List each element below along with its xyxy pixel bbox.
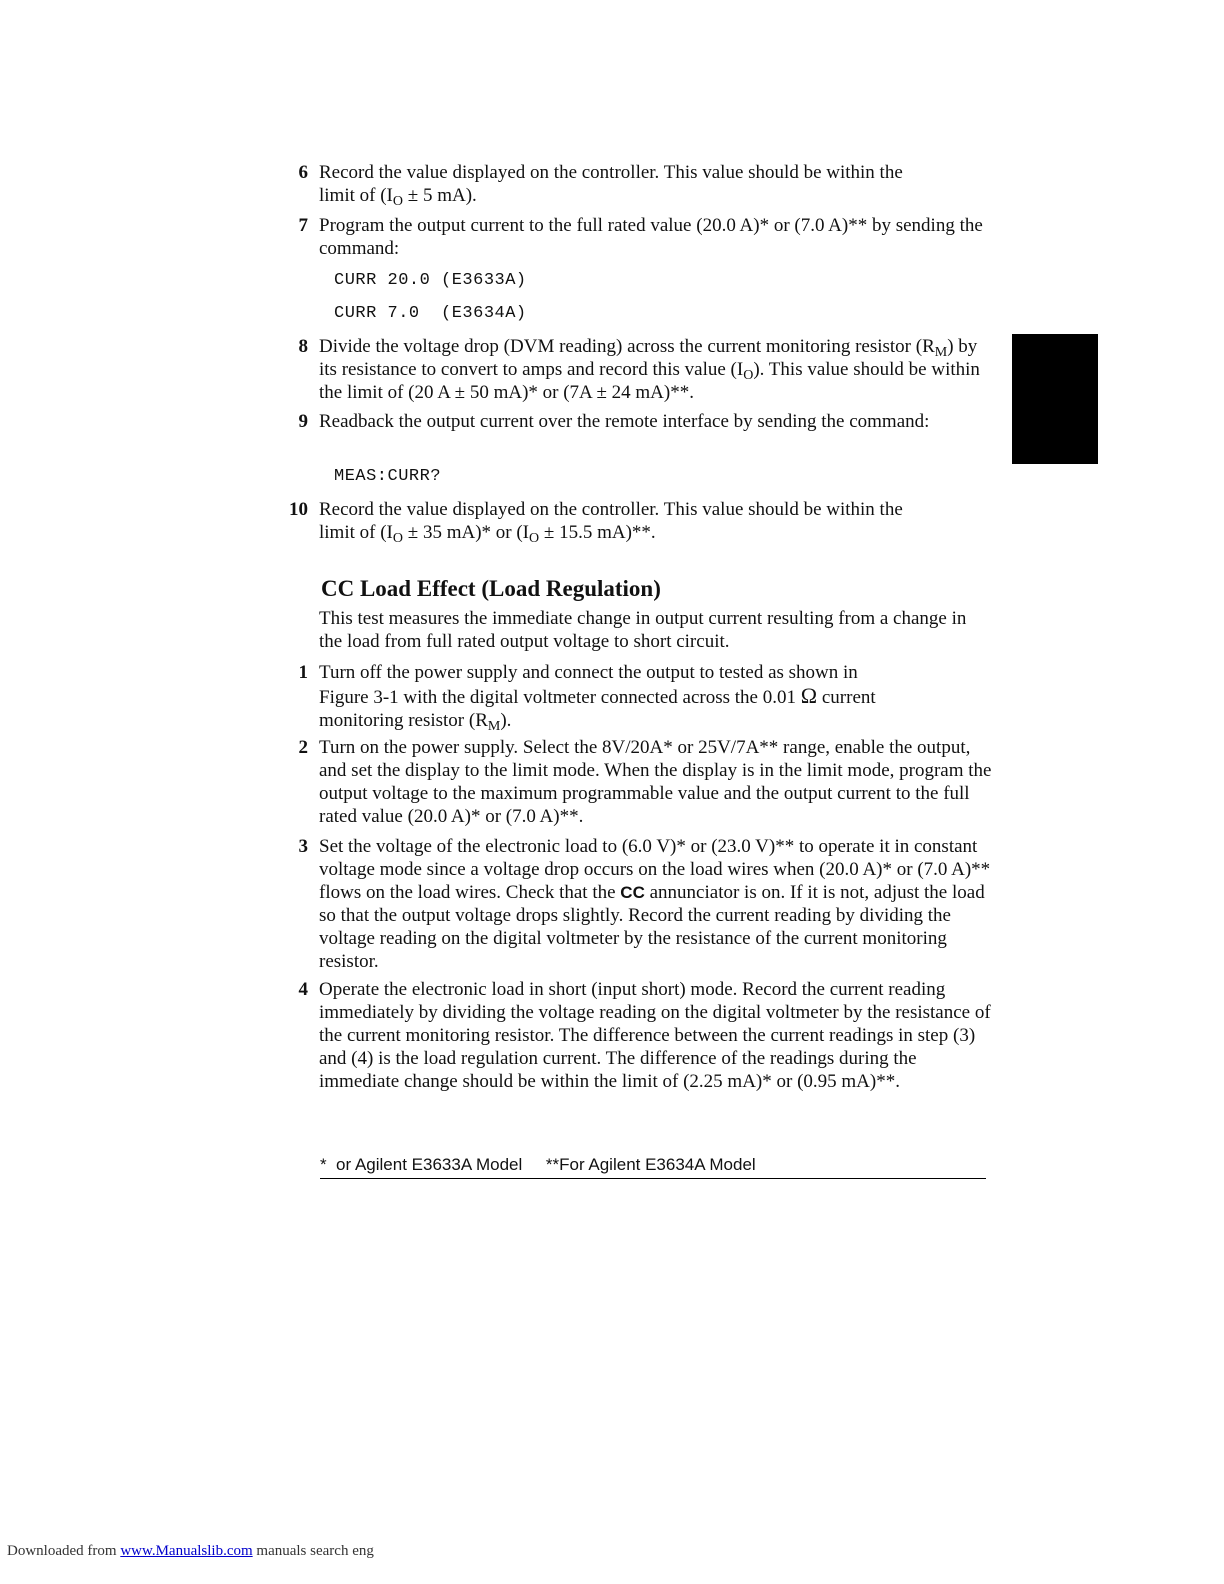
step-text-part: Set the voltage of the electronic load to (6.0 V)* or (23.0 V)** to operate it in constant voltage mode since a voltage drop occurs on the load wires when (20.0 A)* or (7.0 A)** flows on the load wires. Check that the xyxy=(319,836,991,903)
step-text-part: annunciator is on. If it is not, adjust the load so that the output voltage drops slightly. Record the current reading by dividing the voltage reading on the digital voltmeter by the resistance of the current monitoring resistor. xyxy=(319,882,985,972)
step-number: 8 xyxy=(298,336,308,357)
step-text-part: limit of (I xyxy=(319,185,393,206)
footnote-rule xyxy=(320,1178,986,1179)
subscript: O xyxy=(743,368,754,383)
step-text: Turn on the power supply. Select the 8V/20A* or 25V/7A** range, enable the output, and set the display to the limit mode. When the display is in the limit mode, program the output voltage to the maximum programmable value and the output current to the full rated value (20.0 A)* or (7.0 A)**. xyxy=(319,737,992,827)
step-1 xyxy=(282,661,994,732)
step-text: Readback the output current over the remote interface by sending the command: xyxy=(319,411,930,432)
step-6 xyxy=(282,161,994,207)
step-number: 1 xyxy=(298,662,308,683)
subscript: O xyxy=(392,194,404,209)
step-text: Operate the electronic load in short (input short) mode. Record the current reading immediately by dividing the voltage reading on the digital voltmeter by the resistance of the current monitoring resistor. The difference between the current readings in step (3) and (4) is the load regulation current. The difference of the readings during the immediate change should be within the limit of (2.25 mA)* or (0.95 mA)**. xyxy=(319,979,991,1092)
step-9 xyxy=(282,410,994,433)
command-curr-7: CURR 7.0 (E3634A) xyxy=(334,304,527,323)
step-8 xyxy=(282,335,994,404)
step-text xyxy=(319,498,994,544)
step-line: Record the value displayed on the controller. This value should be within the xyxy=(319,499,903,520)
step-text-part: ). This value should be within the limit of (20 A ± 50 mA)* or (7A ± 24 mA)**. xyxy=(319,359,980,403)
subscript: O xyxy=(529,531,540,546)
footnote-e3634a: **For Agilent E3634A Model xyxy=(545,1155,756,1174)
step-10 xyxy=(282,498,994,544)
subscript: M xyxy=(934,345,948,360)
step-line: Turn off the power supply and connect the output to tested as shown in xyxy=(319,662,858,683)
manualslib-link[interactable]: www.Manualslib.com xyxy=(120,1543,253,1559)
step-4 xyxy=(282,978,994,1093)
step-text xyxy=(319,335,994,404)
step-3 xyxy=(282,835,994,973)
download-note xyxy=(7,1543,374,1560)
step-number: 7 xyxy=(298,215,308,236)
step-text-part: Figure 3-1 with the digital voltmeter connected across the 0.01 xyxy=(319,687,801,708)
step-number: 9 xyxy=(298,411,308,432)
step-number: 2 xyxy=(298,737,308,758)
step-text xyxy=(319,161,994,207)
step-text-part: current xyxy=(817,687,876,708)
step-text xyxy=(319,835,994,973)
step-2 xyxy=(282,736,994,828)
footnote-e3633a: * or Agilent E3633A Model xyxy=(320,1155,523,1174)
step-7 xyxy=(282,214,994,260)
step-text-part: ± 15.5 mA)**. xyxy=(539,522,656,543)
step-text-part: monitoring resistor (R xyxy=(319,710,488,731)
subscript: M xyxy=(487,719,501,734)
step-text-part: ± 5 mA). xyxy=(403,185,477,206)
cc-annunciator-label: CC xyxy=(620,883,645,902)
subscript: O xyxy=(392,531,404,546)
step-text xyxy=(319,661,994,732)
step-number: 3 xyxy=(298,836,308,857)
step-number: 6 xyxy=(298,162,308,183)
section-heading: CC Load Effect (Load Regulation) xyxy=(321,576,661,601)
step-text-part: ± 35 mA)* or (I xyxy=(403,522,530,543)
omega-symbol: Ω xyxy=(800,683,818,708)
step-text: Program the output current to the full rated value (20.0 A)* or (7.0 A)** by sending the command: xyxy=(319,215,983,259)
download-suffix: manuals search eng xyxy=(252,1543,374,1559)
step-number: 4 xyxy=(298,979,308,1000)
step-text-part: limit of (I xyxy=(319,522,393,543)
step-number: 10 xyxy=(289,499,308,520)
command-meas-curr: MEAS:CURR? xyxy=(334,467,442,486)
download-prefix: Downloaded from xyxy=(7,1543,121,1559)
section-intro: This test measures the immediate change in output current resulting from a change in the load from full rated output voltage to short circuit. xyxy=(319,608,967,652)
step-text-part: Divide the voltage drop (DVM reading) across the current monitoring resistor (R xyxy=(319,336,935,357)
step-text-part: ). xyxy=(500,710,512,731)
step-text-part: ) by its resistance to convert to amps and record this value (I xyxy=(319,336,978,380)
command-curr-20: CURR 20.0 (E3633A) xyxy=(334,271,527,290)
chapter-tab-marker xyxy=(1012,334,1098,464)
step-line: Record the value displayed on the controller. This value should be within the xyxy=(319,162,903,183)
model-footnote xyxy=(320,1155,756,1175)
